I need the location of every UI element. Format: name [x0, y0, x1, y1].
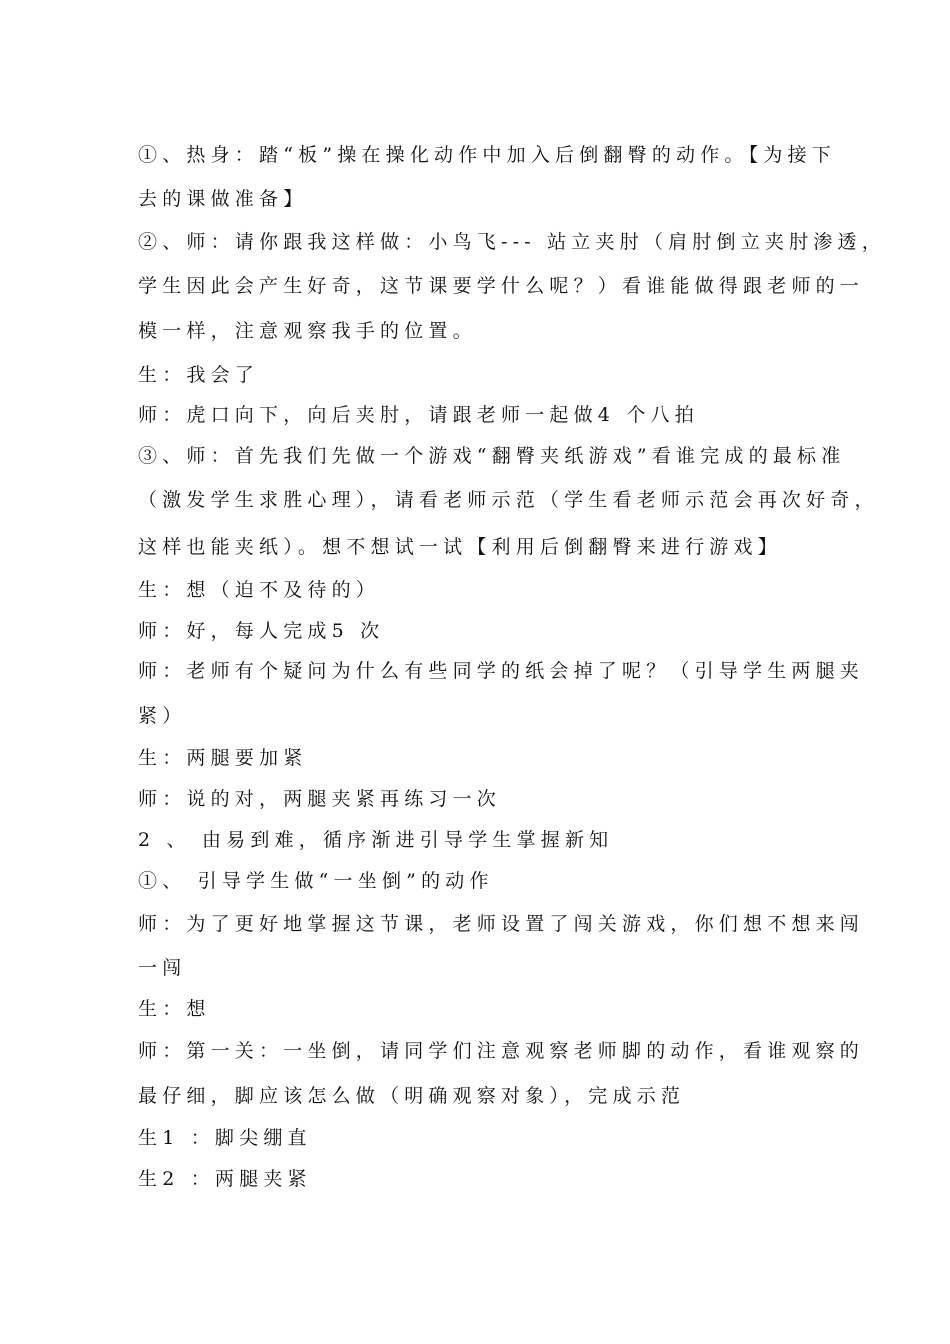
text-line: 师：虎口向下，向后夹肘，请跟老师一起做4 个八拍	[138, 404, 699, 426]
text-line: 紧）	[138, 705, 187, 727]
text-line: ③、师：首先我们先做一个游戏“翻臀夹纸游戏”看谁完成的最标准	[138, 445, 846, 467]
text-line: 师：为了更好地掌握这节课，老师设置了闯关游戏，你们想不想来闯	[138, 913, 865, 935]
text-line: 去的课做准备】	[138, 188, 308, 210]
text-line: ①、热身：踏“板”操在操化动作中加入后倒翻臀的动作。【为接下	[138, 144, 836, 166]
text-line: 最仔细，脚应该怎么做（明确观察对象），完成示范	[138, 1085, 686, 1107]
text-line: 师：老师有个疑问为什么有些同学的纸会掉了呢？（引导学生两腿夹	[138, 660, 865, 682]
text-line: （激发学生求胜心理），请看老师示范（学生看老师示范会再次好奇，	[138, 489, 879, 511]
text-line: 生：想	[138, 998, 211, 1020]
text-line: 学生因此会产生好奇，这节课要学什么呢？）看谁能做得跟老师的一	[138, 275, 865, 297]
text-line: 生1 ：脚尖绷直	[138, 1127, 312, 1149]
text-line: ②、师：请你跟我这样做：小鸟飞--- 站立夹肘（肩肘倒立夹肘渗透，	[138, 231, 886, 253]
text-line: 一闯	[138, 957, 187, 979]
text-line: 生：想（迫不及待的）	[138, 579, 381, 601]
text-line: 师：好，每人完成5 次	[138, 620, 385, 642]
text-line: 师：说的对，两腿夹紧再练习一次	[138, 788, 502, 810]
text-line: 生2 ：两腿夹紧	[138, 1168, 312, 1190]
text-line: ①、 引导学生做“一坐倒”的动作	[138, 870, 494, 892]
text-line: 生：我会了	[138, 364, 260, 386]
text-line: 师：第一关：一坐倒，请同学们注意观察老师脚的动作，看谁观察的	[138, 1040, 865, 1062]
text-line: 模一样，注意观察我手的位置。	[138, 320, 477, 342]
text-line: 2 、 由易到难，循序渐进引导学生掌握新知	[138, 829, 614, 851]
text-line: 这样也能夹纸）。想不想试一试【利用后倒翻臀来进行游戏】	[138, 536, 782, 558]
text-line: 生：两腿要加紧	[138, 747, 308, 769]
